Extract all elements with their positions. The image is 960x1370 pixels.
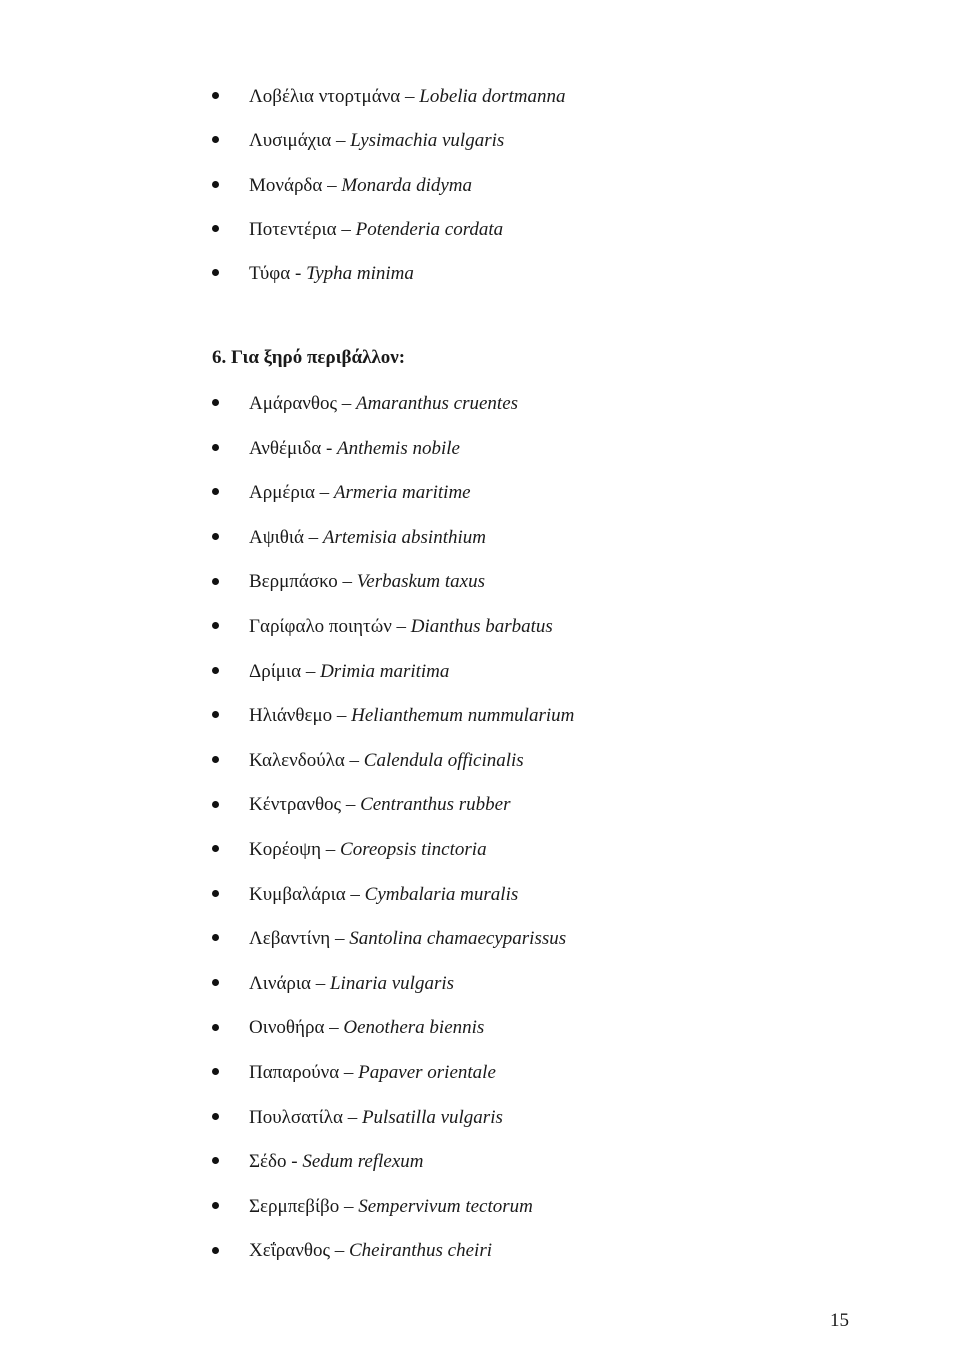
name-separator: – — [337, 393, 357, 414]
plant-list-item — [212, 969, 454, 999]
name-separator: – — [336, 218, 356, 240]
plant-list-item — [212, 657, 449, 687]
bullet-icon — [212, 399, 219, 406]
common-name: Σέδο — [249, 1151, 287, 1173]
bullet-icon — [212, 92, 219, 99]
scientific-name: Cheiranthus cheiri — [348, 1240, 492, 1262]
common-name: Τύφα — [249, 263, 291, 285]
name-separator: – — [345, 883, 365, 905]
bullet-icon — [212, 1157, 219, 1164]
plant-list-item — [212, 389, 518, 419]
scientific-name: Calendula officinalis — [363, 749, 524, 771]
common-name: Κυμβαλάρια — [249, 883, 346, 905]
common-name: Καλενδούλα — [249, 749, 345, 771]
common-name: Βερμπάσκο — [249, 571, 338, 593]
scientific-name: Lobelia dortmanna — [419, 86, 566, 107]
name-separator: – — [332, 705, 352, 727]
plant-list-item — [212, 746, 524, 776]
bullet-icon — [212, 225, 219, 232]
plant-list-item — [212, 1147, 424, 1177]
bullet-icon — [212, 181, 219, 188]
bullet-icon — [212, 1024, 219, 1031]
common-name: Πουλσατίλα — [249, 1106, 343, 1128]
common-name: Λοβέλια ντορτμάνα — [249, 86, 401, 107]
scientific-name: Verbaskum taxus — [356, 571, 485, 593]
bullet-icon — [212, 622, 219, 629]
plant-list-item — [212, 259, 414, 289]
scientific-name: Sempervivum tectorum — [358, 1195, 533, 1217]
name-separator: – — [342, 1106, 362, 1128]
plant-list-item — [212, 790, 511, 820]
plant-list-item — [212, 1192, 533, 1222]
name-separator: - — [290, 263, 307, 285]
name-separator: – — [303, 526, 323, 548]
plant-list-item — [212, 523, 486, 553]
plant-list-item — [212, 701, 574, 731]
plant-list-item — [212, 612, 553, 642]
common-name: Ποτεντέρια — [249, 218, 337, 240]
common-name: Λεβαντίνη — [249, 928, 331, 950]
plant-list-item — [212, 1013, 484, 1043]
bullet-icon — [212, 1247, 219, 1254]
plant-list-item — [212, 1236, 492, 1266]
common-name: Αμάρανθος — [249, 393, 338, 414]
plant-list-item — [212, 835, 487, 865]
name-separator: - — [321, 437, 338, 459]
common-name: Κορέοψη — [249, 839, 322, 860]
scientific-name: Santolina chamaecyparissus — [349, 928, 567, 950]
bullet-icon — [212, 890, 219, 897]
scientific-name: Sedum reflexum — [302, 1151, 424, 1173]
scientific-name: Anthemis nobile — [337, 437, 460, 459]
plant-list-item — [212, 924, 566, 954]
plant-list-item — [212, 82, 565, 112]
common-name: Γαρίφαλο ποιητών — [249, 616, 392, 637]
scientific-name: Coreopsis tinctoria — [340, 839, 487, 860]
scientific-name: Pulsatilla vulgaris — [361, 1106, 503, 1128]
section-heading: 6. Για ξηρό περιβάλλον: — [212, 347, 406, 368]
name-separator: – — [301, 660, 321, 682]
scientific-name: Helianthemum nummularium — [351, 705, 575, 727]
scientific-name: Artemisia absinthium — [322, 526, 486, 548]
common-name: Παπαρούνα — [249, 1062, 340, 1083]
scientific-name: Lysimachia vulgaris — [350, 130, 505, 152]
bullet-icon — [212, 533, 219, 540]
bullet-icon — [212, 667, 219, 674]
bullet-icon — [212, 578, 219, 585]
bullet-icon — [212, 269, 219, 276]
name-separator: – — [322, 174, 342, 196]
name-separator: – — [341, 794, 361, 816]
bullet-icon — [212, 1068, 219, 1075]
plant-list-item — [212, 171, 472, 201]
common-name: Ανθέμιδα — [249, 437, 322, 459]
name-separator: – — [314, 482, 334, 504]
common-name: Αψιθιά — [249, 526, 304, 548]
common-name: Λινάρια — [249, 972, 311, 994]
plant-list-item — [212, 1103, 503, 1133]
common-name: Δρίμια — [249, 660, 302, 682]
name-separator: – — [331, 130, 351, 152]
plant-list-item — [212, 478, 471, 508]
plant-list-item — [212, 880, 518, 910]
name-separator: – — [339, 1195, 359, 1217]
plant-list-item — [212, 126, 504, 156]
bullet-icon — [212, 801, 219, 808]
plant-list-item — [212, 567, 485, 597]
bullet-icon — [212, 444, 219, 451]
scientific-name: Monarda didyma — [341, 174, 473, 196]
scientific-name: Armeria maritime — [333, 482, 471, 504]
plant-list-item — [212, 1058, 496, 1088]
name-separator: – — [324, 1017, 344, 1039]
name-separator: – — [321, 839, 341, 860]
bullet-icon — [212, 711, 219, 718]
name-separator: – — [391, 616, 411, 637]
bullet-icon — [212, 136, 219, 143]
name-separator: - — [286, 1151, 303, 1173]
name-separator: – — [330, 928, 350, 950]
common-name: Κέντρανθος — [249, 794, 342, 816]
bullet-icon — [212, 934, 219, 941]
name-separator: – — [329, 1240, 349, 1262]
common-name: Αρμέρια — [249, 482, 315, 504]
name-separator: – — [400, 86, 420, 107]
common-name: Λυσιμάχια — [249, 130, 332, 152]
scientific-name: Drimia maritima — [320, 660, 450, 682]
bullet-icon — [212, 756, 219, 763]
scientific-name: Papaver orientale — [358, 1062, 496, 1083]
name-separator: – — [344, 749, 364, 771]
name-separator: – — [339, 1062, 359, 1083]
scientific-name: Oenothera biennis — [343, 1017, 485, 1039]
common-name: Μονάρδα — [249, 174, 323, 196]
bullet-icon — [212, 979, 219, 986]
common-name: Ηλιάνθεμο — [249, 705, 333, 727]
bullet-icon — [212, 1202, 219, 1209]
scientific-name: Typha minima — [306, 263, 414, 285]
common-name: Σερμπεβίβο — [249, 1195, 340, 1217]
scientific-name: Potenderia cordata — [355, 218, 504, 240]
bullet-icon — [212, 488, 219, 495]
plant-list-item — [212, 434, 460, 464]
scientific-name: Linaria vulgaris — [329, 972, 455, 994]
common-name: Οινοθήρα — [249, 1017, 325, 1039]
scientific-name: Cymbalaria muralis — [364, 883, 519, 905]
plant-list-item — [212, 215, 503, 245]
scientific-name: Amaranthus cruentes — [356, 393, 519, 414]
page-number: 15 — [830, 1310, 849, 1331]
bullet-icon — [212, 845, 219, 852]
name-separator: – — [310, 972, 330, 994]
common-name: Χεΐρανθος — [249, 1240, 330, 1262]
name-separator: – — [337, 571, 357, 593]
bullet-icon — [212, 1113, 219, 1120]
scientific-name: Centranthus rubber — [360, 794, 511, 816]
scientific-name: Dianthus barbatus — [410, 616, 553, 637]
